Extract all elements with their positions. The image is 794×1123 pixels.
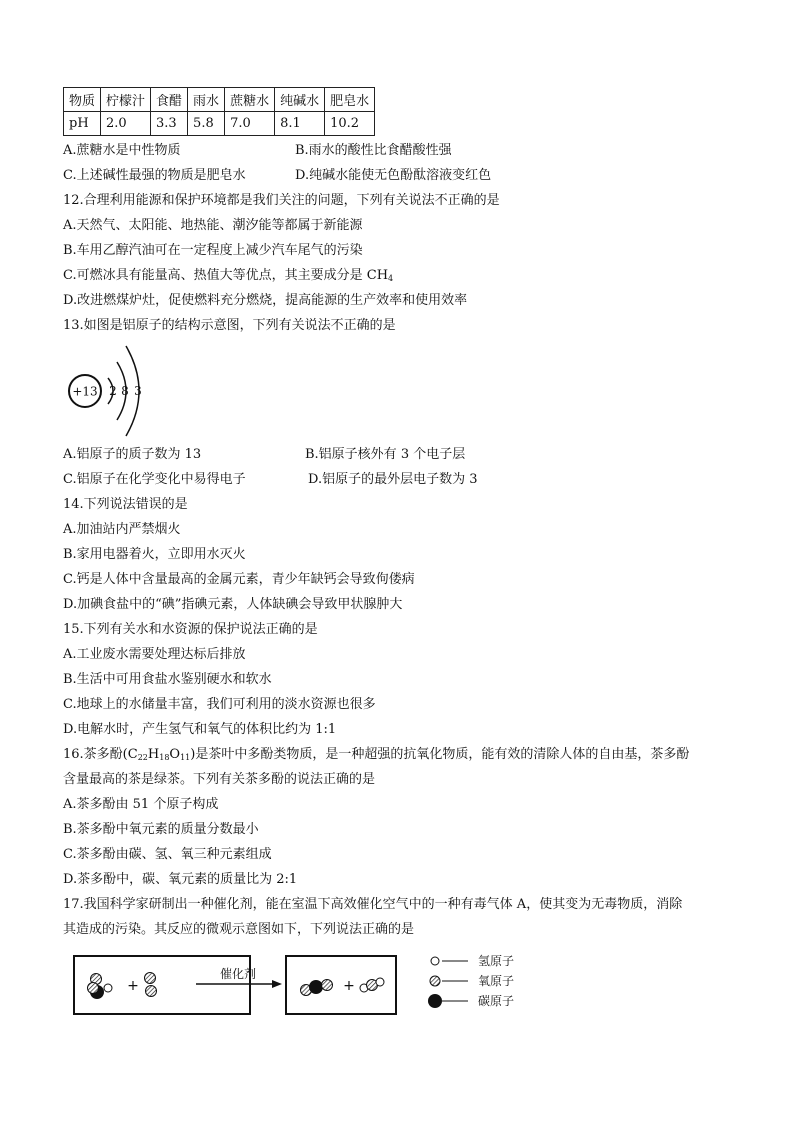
shell-electron-count: 2 [109, 384, 117, 398]
subscript: 4 [388, 274, 394, 283]
aluminum-atom-structure-diagram [62, 342, 152, 442]
oxygen-atom [322, 980, 333, 991]
q14-option-b: B.家用电器着火，立即用水灭火 [63, 547, 246, 562]
table-cell: 柠檬汁 [101, 88, 151, 112]
q13-stem: 13.如图是铝原子的结构示意图，下列有关说法不正确的是 [63, 318, 396, 333]
q16-option-c: C.茶多酚由碳、氢、氧三种元素组成 [63, 847, 272, 862]
q16-stem [63, 747, 689, 763]
q11-option-d: D.纯碱水能使无色酚酞溶液变红色 [295, 168, 492, 183]
q13-option-c: C.铝原子在化学变化中易得电子 [63, 472, 246, 487]
plus-sign: + [127, 978, 139, 994]
oxygen-atom-legend-icon [430, 976, 440, 986]
carbon-atom [309, 980, 323, 994]
q12-option-c [63, 268, 393, 284]
q13-option-d: D.铝原子的最外层电子数为 3 [308, 472, 478, 487]
q16-option-a: A.茶多酚由 51 个原子构成 [63, 797, 219, 812]
reaction-micro-diagram [66, 948, 536, 1022]
table-row [64, 112, 375, 136]
table-row [64, 88, 375, 112]
table-cell: 5.8 [188, 112, 225, 136]
oxygen-atom [88, 983, 99, 994]
table-cell: 7.0 [225, 112, 275, 136]
table-header-substance: 物质 [64, 88, 101, 112]
q12-stem: 12.合理利用能源和保护环境都是我们关注的问题，下列有关说法不正确的是 [63, 193, 500, 208]
table-cell: 食醋 [151, 88, 188, 112]
reactants-box [74, 956, 250, 1014]
stem-text: )是茶叶中多酚类物质，是一种超强的抗氧化物质，能有效的清除人体的自由基，茶多酚 [190, 747, 690, 762]
q14-option-d: D.加碘食盐中的“碘”指碘元素，人体缺碘会导致甲状腺肿大 [63, 597, 403, 612]
table-header-ph: pH [64, 112, 101, 136]
q16-option-b: B.茶多酚中氧元素的质量分数最小 [63, 822, 259, 837]
q15-option-c: C.地球上的水储量丰富，我们可利用的淡水资源也很多 [63, 697, 376, 712]
table-cell: 10.2 [325, 112, 375, 136]
q13-option-b: B.铝原子核外有 3 个电子层 [305, 447, 466, 462]
catalyst-label: 催化剂 [219, 967, 257, 981]
q15-option-d: D.电解水时，产生氢气和氧气的体积比约为 1:1 [63, 722, 337, 737]
q12-option-c-text: C.可燃冰具有能量高、热值大等优点，其主要成分是 CH [63, 268, 389, 283]
stem-text: 16.茶多酚(C [63, 747, 138, 762]
plus-sign: + [343, 978, 355, 994]
q17-stem: 17.我国科学家研制出一种催化剂，能在室温下高效催化空气中的一种有毒气体 A，使其变为无毒物质，消除 [63, 897, 683, 912]
table-cell: 3.3 [151, 112, 188, 136]
legend-label: 氢原子 [478, 954, 515, 968]
shell-electron-count: 3 [134, 384, 142, 398]
q12-option-a: A.天然气、太阳能、地热能、潮汐能等都属于新能源 [63, 218, 363, 233]
q12-option-d: D.改进燃煤炉灶，促使燃料充分燃烧，提高能源的生产效率和使用效率 [63, 293, 468, 308]
q16-option-d: D.茶多酚中，碳、氧元素的质量比为 2:1 [63, 872, 298, 887]
q15-option-b: B.生活中可用食盐水鉴别硬水和软水 [63, 672, 272, 687]
q15-stem: 15.下列有关水和水资源的保护说法正确的是 [63, 622, 318, 637]
oxygen-atom [145, 973, 156, 984]
subscript: 22 [137, 753, 148, 762]
stem-text: O [169, 747, 181, 762]
subscript: 18 [159, 753, 170, 762]
q14-option-a: A.加油站内严禁烟火 [63, 522, 181, 537]
arrow-head-icon [272, 980, 282, 988]
carbon-atom-legend-icon [428, 994, 442, 1008]
legend-label: 碳原子 [478, 994, 515, 1008]
q13-option-a: A.铝原子的质子数为 13 [63, 447, 202, 462]
q12-option-b: B.车用乙醇汽油可在一定程度上减少汽车尾气的污染 [63, 243, 363, 258]
hydrogen-atom [104, 984, 112, 992]
nucleus-charge-label: +13 [72, 384, 98, 399]
oxygen-atom [146, 986, 157, 997]
subscript: 11 [180, 753, 191, 762]
hydrogen-atom-legend-icon [431, 957, 439, 965]
q14-option-c: C.钙是人体中含量最高的金属元素，青少年缺钙会导致佝偻病 [63, 572, 415, 587]
table-cell: 雨水 [188, 88, 225, 112]
q16-stem-line2: 含量最高的茶是绿茶。下列有关茶多酚的说法正确的是 [63, 772, 376, 787]
q11-option-c: C.上述碱性最强的物质是肥皂水 [63, 168, 246, 183]
shell-electron-count: 8 [121, 384, 129, 398]
table-cell: 2.0 [101, 112, 151, 136]
table-cell: 肥皂水 [325, 88, 375, 112]
q15-option-a: A.工业废水需要处理达标后排放 [63, 647, 246, 662]
q11-option-b: B.雨水的酸性比食醋酸性强 [295, 143, 452, 158]
ph-table [63, 87, 375, 136]
table-cell: 8.1 [275, 112, 325, 136]
table-cell: 蔗糖水 [225, 88, 275, 112]
q11-option-a: A.蔗糖水是中性物质 [63, 143, 181, 158]
q17-stem-line2: 其造成的污染。其反应的微观示意图如下，下列说法正确的是 [63, 922, 415, 937]
stem-text: H [147, 747, 160, 762]
legend-label: 氧原子 [478, 974, 515, 988]
q14-stem: 14.下列说法错误的是 [63, 497, 188, 512]
hydrogen-atom [376, 978, 384, 986]
table-cell: 纯碱水 [275, 88, 325, 112]
